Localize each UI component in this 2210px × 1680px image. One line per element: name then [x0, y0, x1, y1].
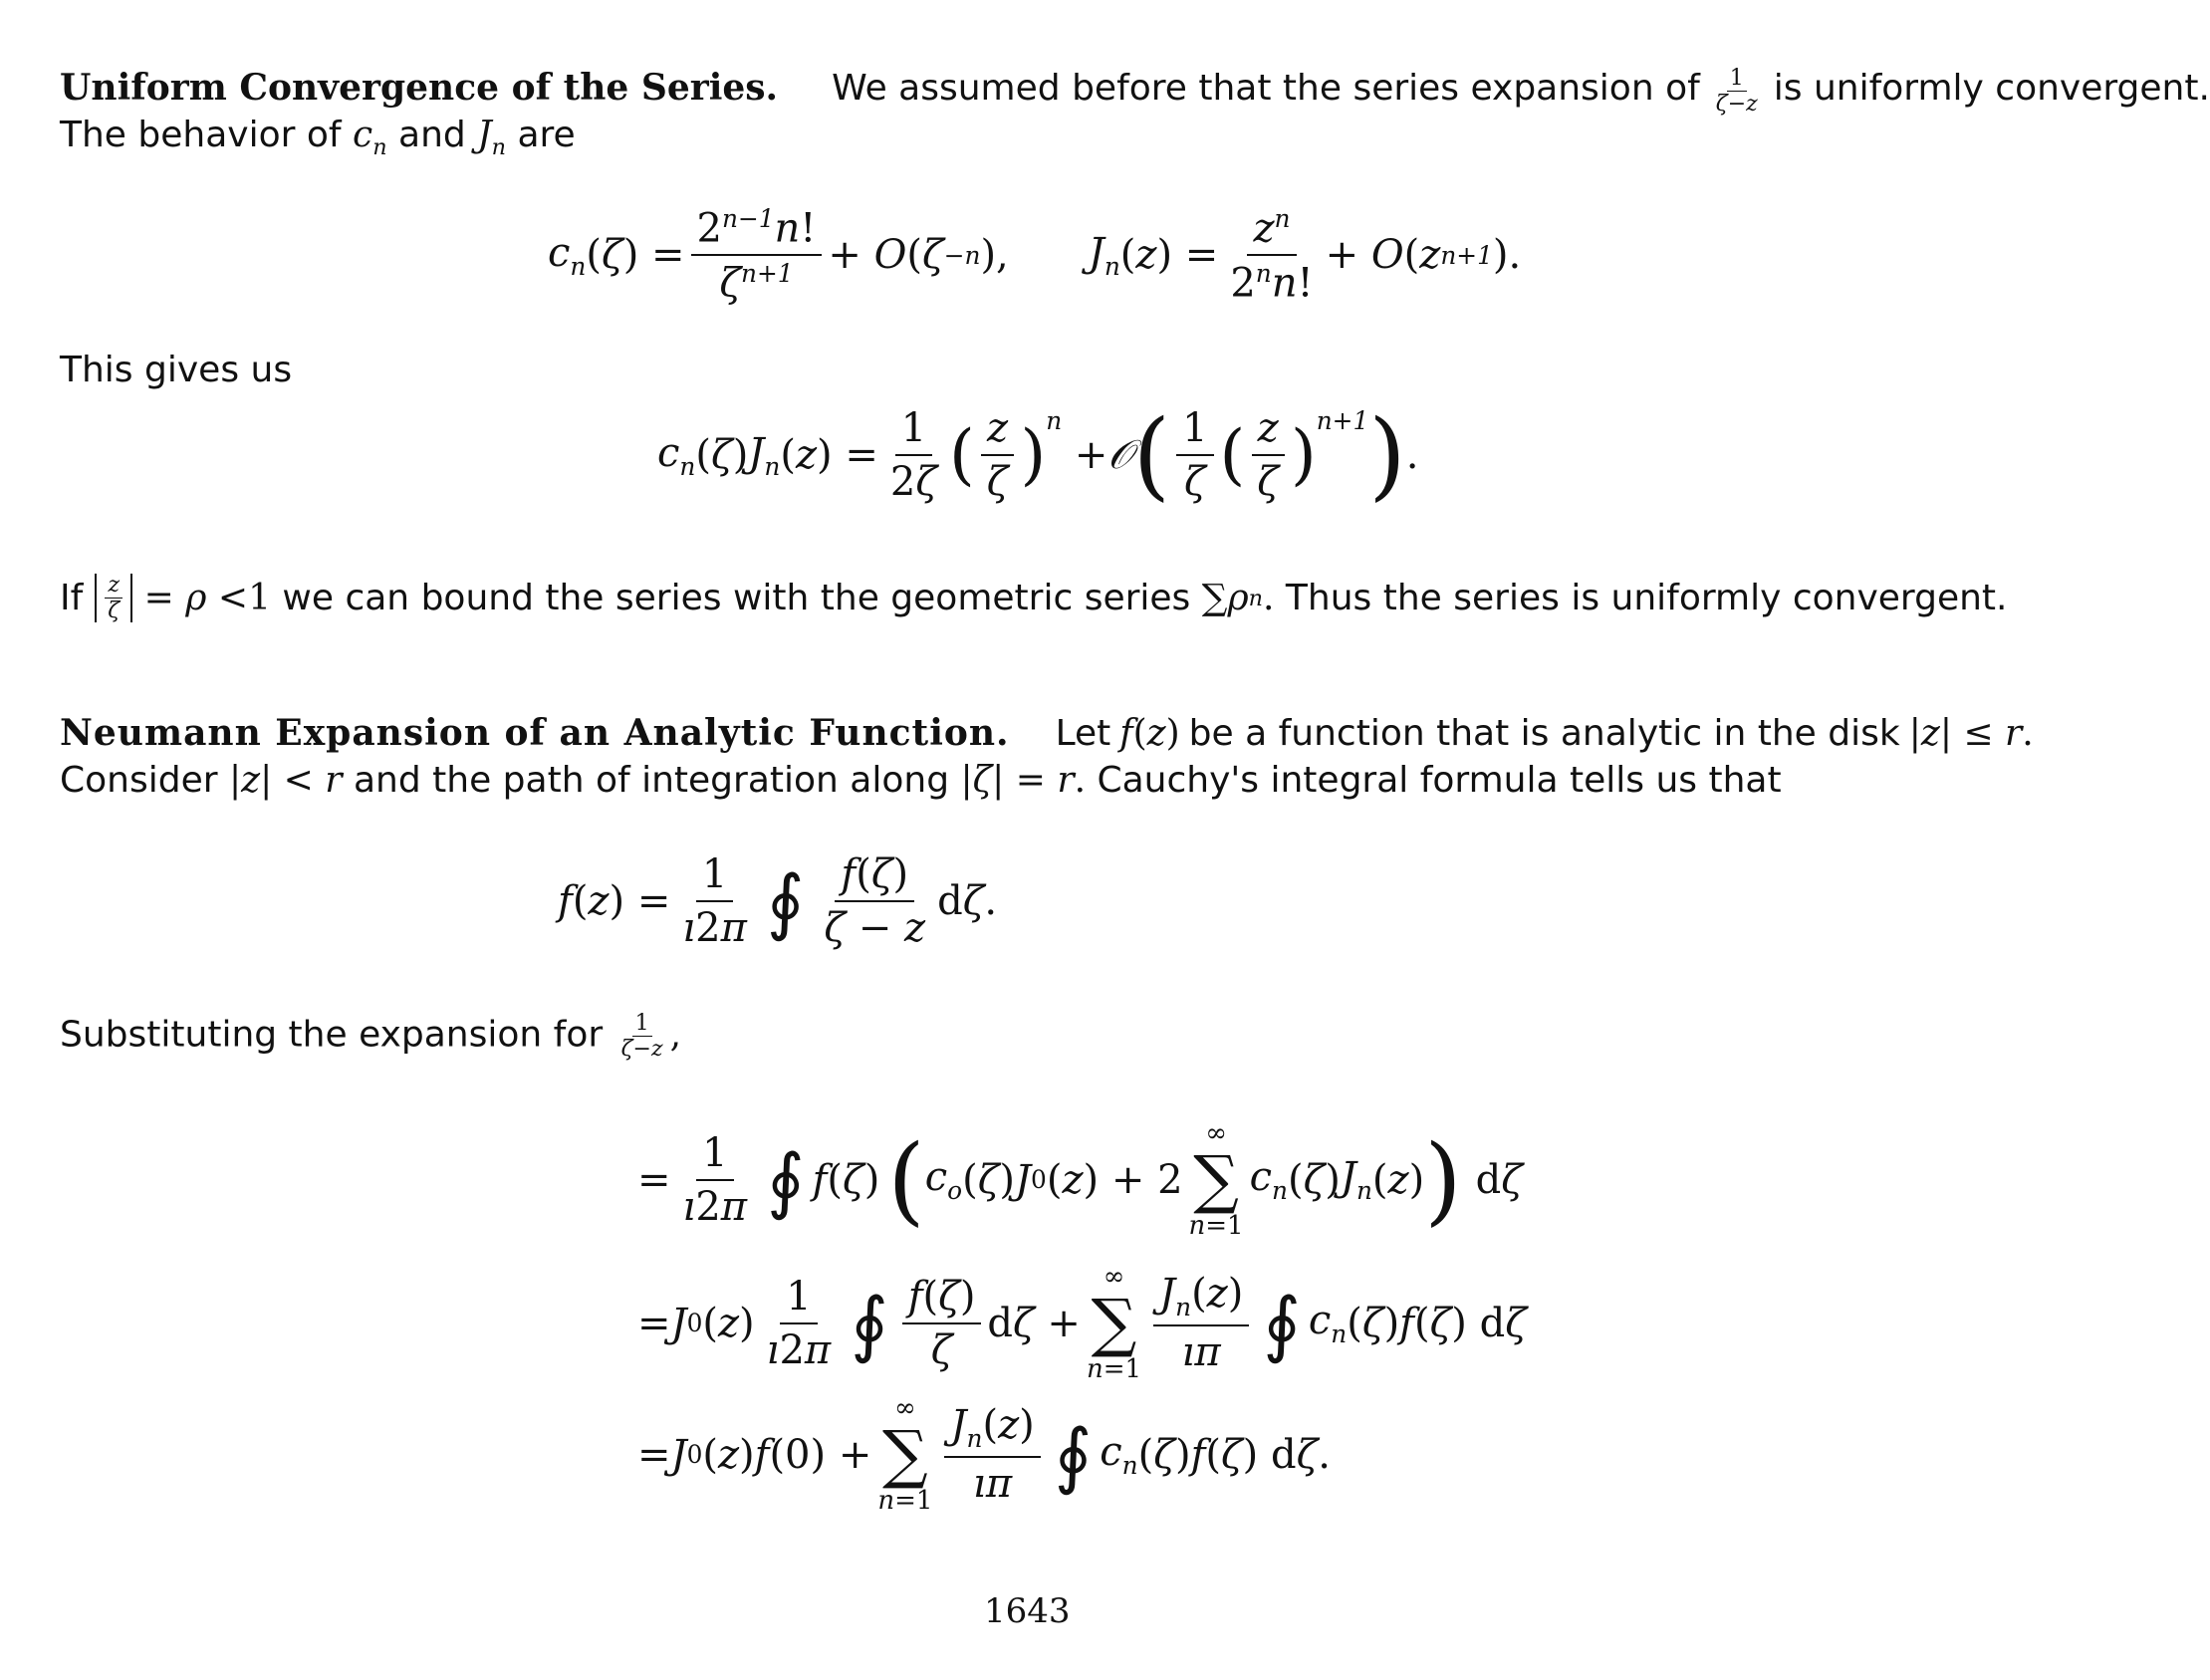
- page-number: 1643: [984, 1591, 1071, 1631]
- equation-cauchy: f ( z ) = $\frac{1}{ı2\pi}$ ∮ $\frac{f(\zeta)}{\zeta - z}$ d ζ .: [558, 851, 998, 951]
- section2-line2: Consider |z| < r and the path of integration along |ζ| = r. Cauchy's integral formula tells us that: [60, 760, 1782, 801]
- inline-fraction-1-over-zeta-minus-z: $\frac{1}{\zeta-z}$: [1715, 66, 1758, 118]
- equation-derivation-2: = J 0 ( z ) $\frac{1}{ı2\pi}$ ∮ $\frac{f(\zeta)}{\zeta}$ d ζ + ∞ ∑ n=1 $\frac{J_n(z)}{ı\pi}$ ∮ $c_n$ ( ζ ) f ( ζ ) d ζ: [637, 1262, 1527, 1384]
- section1-intro-b: is uniformly convergent.: [1773, 68, 2210, 109]
- inline-fraction-1-over-zeta-minus-z-2: $\frac{1}{\zeta-z}$: [620, 1011, 663, 1063]
- section1-line2-b: and: [398, 115, 466, 155]
- math-Jn: $J_n$: [477, 115, 507, 161]
- section1-line2: [60, 114, 576, 169]
- section2-intro-b: be a function that is analytic in the disk: [1188, 713, 1900, 754]
- section2-line1: Neumann Expansion of an Analytic Function. Let f(z) be a function that is analytic in the disk |z| ≤ r.: [60, 712, 2034, 754]
- section2-line2-c: Cauchy's integral formula tells us that: [1097, 760, 1782, 801]
- section1-line1: [60, 66, 2210, 116]
- section2-line2-a: Consider: [60, 760, 218, 801]
- section2-line2-b: and the path of integration along: [353, 760, 950, 801]
- section1-heading: Uniform Convergence of the Series.: [60, 67, 779, 109]
- equation-asymptotics: $c_n$ ( ζ ) = $\frac{2^{n-1}n!}{\zeta^{n+1}}$ + O ( ζ −n ), $J_n$ ( z ) = $\frac{z^n}{2^nn!}$ + O ( z n+1 ).: [548, 204, 1522, 307]
- section1-gives-us: This gives us: [60, 350, 293, 390]
- section1-intro-a: We assumed before that the series expansion of: [832, 68, 1700, 109]
- section1-conclusion: Thus the series is uniformly convergent.: [1285, 577, 2008, 618]
- section2-substituting: Substituting the expansion for: [60, 1014, 604, 1056]
- math-cn: $c_n$: [353, 115, 387, 161]
- section2-substituting-line: Substituting the expansion for $\frac{1}{\zeta-z}$ ,: [60, 1011, 682, 1063]
- section1-if-line: If $\frac{z}{\zeta}$ = ρ < 1 we can bound the series with the geometric series ∑ ρ n . Thus the series is uniformly convergent.: [60, 573, 2008, 624]
- math-abs-z-over-zeta: $\frac{z}{\zeta}$: [95, 574, 132, 622]
- section1-line2-a: The behavior of: [60, 115, 342, 155]
- equation-product: $c_n$ ( ζ ) $J_n$ ( z ) = $\frac{1}{2\zeta}$ ( $\frac{z}{\zeta}$ ) $^n$ + 𝒪 ( $\frac{1}{\zeta}$ ( $\frac{z}{\zeta}$ ) $^{n+1}$ ) .: [657, 399, 1419, 511]
- equation-derivation-3: = J 0 ( z ) f (0) + ∞ ∑ n=1 $\frac{J_n(z)}{ı\pi}$ ∮ $c_n$ ( ζ ) f ( ζ ) d ζ .: [637, 1393, 1332, 1516]
- section1-if: If: [60, 577, 84, 618]
- section1-line2-c: are: [517, 115, 576, 155]
- section2-intro-a: Let: [1055, 713, 1111, 754]
- equation-derivation-1: = $\frac{1}{ı2\pi}$ ∮ f ( ζ ) ( $c_o$ ( ζ ) J 0 ( z ) + 2 ∞ ∑ n=1 $c_n$ ( ζ ) $J_n$ ( z ) ) d ζ: [637, 1118, 1523, 1241]
- section2-heading: Neumann Expansion of an Analytic Function.: [60, 712, 1010, 754]
- section1-bound-text: we can bound the series with the geometric series: [282, 577, 1191, 618]
